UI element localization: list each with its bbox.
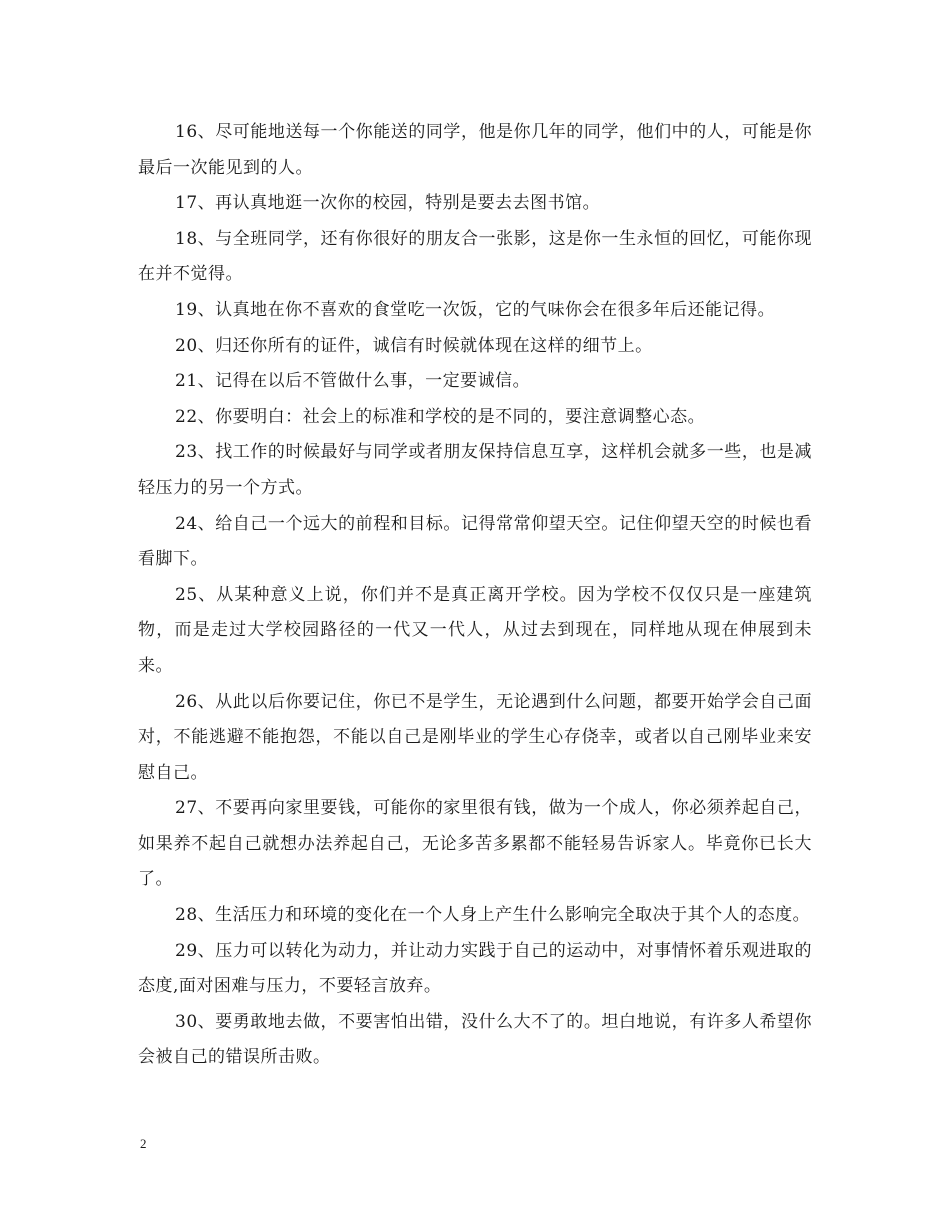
paragraph-28: 28、生活压力和环境的变化在一个人身上产生什么影响完全取决于其个人的态度。 [175,905,811,926]
document-body [138,115,812,1076]
paragraph-22: 22、你要明白：社会上的标准和学校的是不同的，要注意调整心态。 [175,406,706,427]
paragraph-18: 18、与全班同学，还有你很好的朋友合一张影，这是你一生永恒的回忆，可能你现在并不觉得。 [138,228,812,285]
paragraph-26: 26、从此以后你要记住，你已不是学生，无论遇到什么问题，都要开始学会自己面对，不能逃避不能抱怨，不能以自己是刚毕业的学生心存侥幸，或者以自己刚毕业来安慰自己。 [138,691,812,783]
paragraph-29: 29、压力可以转化为动力，并让动力实践于自己的运动中，对事情怀着乐观进取的态度,面对困难与压力，不要轻言放弃。 [138,940,812,997]
paragraph-17: 17、再认真地逛一次你的校园，特别是要去去图书馆。 [175,193,601,214]
paragraph-23: 23、找工作的时候最好与同学或者朋友保持信息互享，这样机会就多一些，也是减轻压力的另一个方式。 [138,442,812,498]
paragraph-19: 19、认真地在你不喜欢的食堂吃一次饭，它的气味你会在很多年后还能记得。 [175,299,776,320]
paragraph-20: 20、归还你所有的证件，诚信有时候就体现在这样的细节上。 [175,335,653,356]
page-number: 2 [140,1136,147,1151]
paragraph-25: 25、从某种意义上说，你们并不是真正离开学校。因为学校不仅仅只是一座建筑物，而是走过大学校园路径的一代又一代人，从过去到现在，同样地从现在伸展到未来。 [138,584,812,676]
paragraph-24: 24、给自己一个远大的前程和目标。记得常常仰望天空。记住仰望天空的时候也看看脚下。 [138,513,812,570]
paragraph-30: 30、要勇敢地去做，不要害怕出错，没什么大不了的。坦白地说，有许多人希望你会被自己的错误所击败。 [138,1011,812,1068]
paragraph-16: 16、尽可能地送每一个你能送的同学，他是你几年的同学，他们中的人，可能是你最后一次能见到的人。 [138,122,812,178]
paragraph-21: 21、记得在以后不管做什么事，一定要诚信。 [175,371,531,392]
paragraph-27: 27、不要再向家里要钱，可能你的家里很有钱，做为一个成人，你必须养起自己，如果养不起自己就想办法养起自己，无论多苦多累都不能轻易告诉家人。毕竟你已长大了。 [138,798,812,890]
